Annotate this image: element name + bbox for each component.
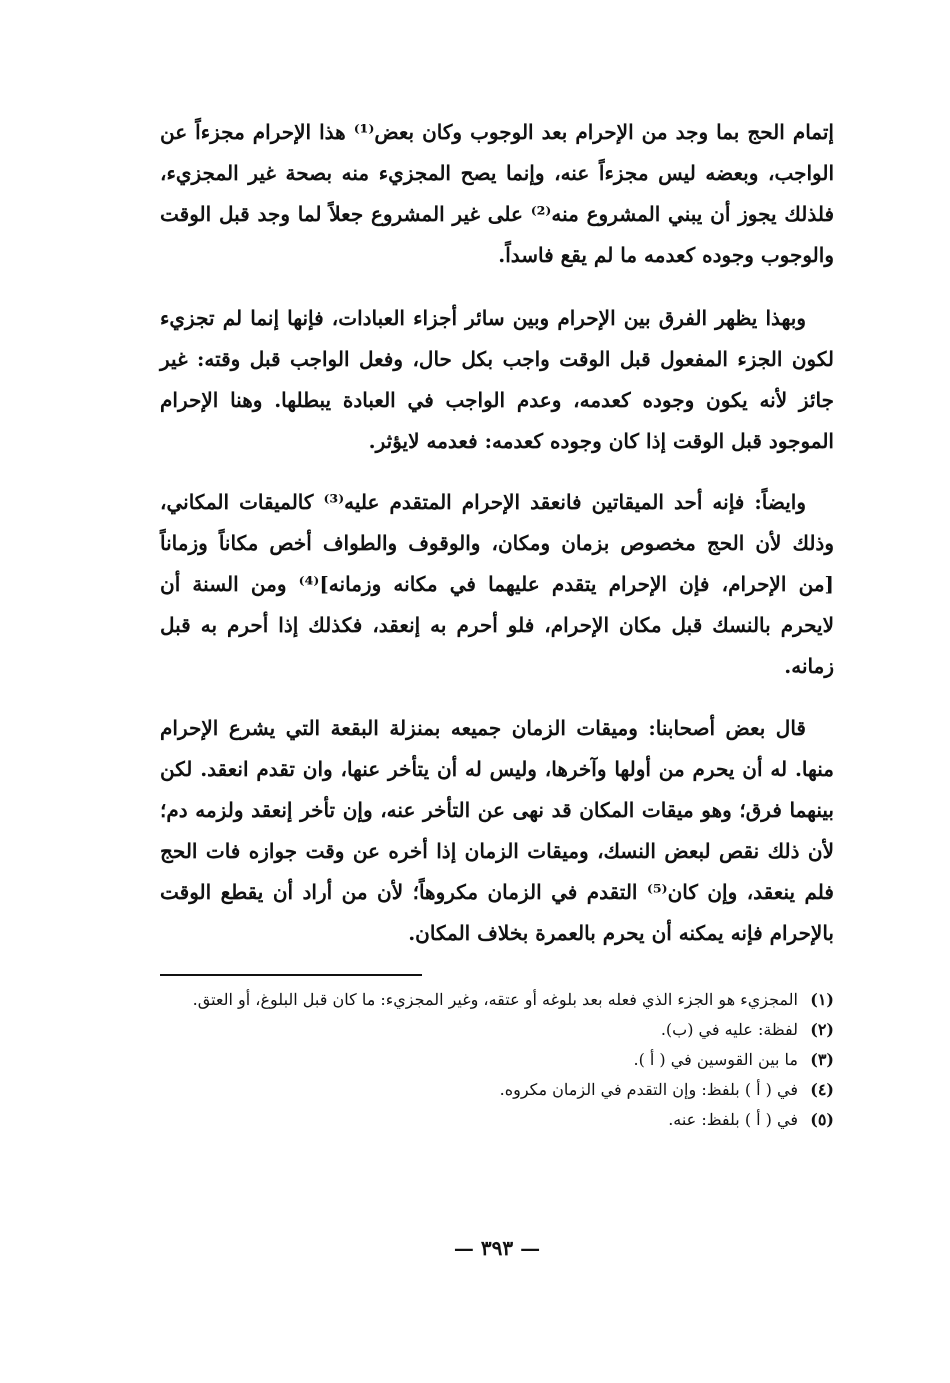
footnote-text: في ( أ ) بلفظ: وإن التقدم في الزمان مكروه. [499, 1080, 798, 1099]
footnote-text: ما بين القوسين في ( أ ). [633, 1050, 798, 1069]
paragraph-4: قال بعض أصحابنا: وميقات الزمان جميعه بمنزلة البقعة التي يشرع الإحرام منها. له أن يحرم من أولها وآخرها، وليس له أن يتأخر عنها، وان تقدم انعقد. لكن بينهما فرق؛ وهو ميقات المكان قد نهى عن التأخر عنه، وإن تأخر إنعقد ولزمه دم؛ لأن ذلك نقص لبعض النسك، وميقات الزمان إذا أخره عن وقت جوازه فات الحج فلم ينعقد، وإن كان⁽⁵⁾ التقدم في الزمان مكروهاً؛ لأن من أراد أن يقطع الوقت بالإحرام فإنه يمكنه أن يحرم بالعمرة بخلاف المكان. [160, 716, 834, 945]
paragraph-1: إتمام الحج بما وجد من الإحرام بعد الوجوب وكان بعض⁽¹⁾ هذا الإحرام مجزءاً عن الواجب، وبعضه ليس مجزءاً عنه، وإنما يصح المجزيء منه بصحة غير المجزيء، فلذلك يجوز أن يبني المشروع منه⁽²⁾ على غير المشروع جعلاً لما وجد قبل الوقت والوجوب وجوده كعدمه ما لم يقع فاسداً. [160, 120, 835, 267]
footnote-text: في ( أ ) بلفظ: عنه. [668, 1110, 798, 1129]
page-number: — ٣٩٣ — [453, 1236, 541, 1260]
footnote-text: المجزيء هو الجزء الذي فعله بعد بلوغه أو عتقه، وغير المجزيء: ما كان قبل البلوغ، أو العتق. [192, 990, 798, 1009]
footnote-1 [160, 986, 834, 1013]
footnote-4 [160, 1076, 834, 1103]
footnote-separator [160, 974, 422, 976]
paragraph-2: وبهذا يظهر الفرق بين الإحرام وبين سائر أجزاء العبادات، فإنها إنما لم تجزيء لكون الجزء المفعول قبل الوقت واجب بكل حال، وفعل الواجب قبل وقته: غير جائز لأنه يكون وجوده كعدمه، وعدم الواجب في العبادة يبطلها. وهنا الإحرام الموجود قبل الوقت إذا كان وجوده كعدمه: فعدمه لايؤثر. [160, 306, 834, 453]
footnote-5 [160, 1106, 834, 1133]
footnotes [160, 986, 834, 1136]
footnote-number: (٢) [810, 1020, 834, 1039]
footnote-3 [160, 1046, 834, 1073]
footnote-number: (١) [810, 990, 834, 1009]
footnote-number: (٤) [810, 1080, 834, 1099]
footnote-number: (٣) [810, 1050, 834, 1069]
footnote-number: (٥) [810, 1110, 834, 1129]
footnote-text: لفظة: عليه في (ب). [660, 1020, 798, 1039]
paragraph-3: وايضاً: فإنه أحد الميقاتين فانعقد الإحرام المتقدم عليه⁽³⁾ كالميقات المكاني، وذلك لأن الحج مخصوص بزمان ومكان، والوقوف والطواف أخص مكاناً وزماناً [من الإحرام، فإن الإحرام يتقدم عليهما في مكانه وزمانه]⁽⁴⁾ ومن السنة أن لايحرم بالنسك قبل مكان الإحرام، فلو أحرم به إنعقد، فكذلك إذا أحرم به قبل زمانه. [160, 490, 834, 678]
footnote-2 [160, 1016, 834, 1043]
